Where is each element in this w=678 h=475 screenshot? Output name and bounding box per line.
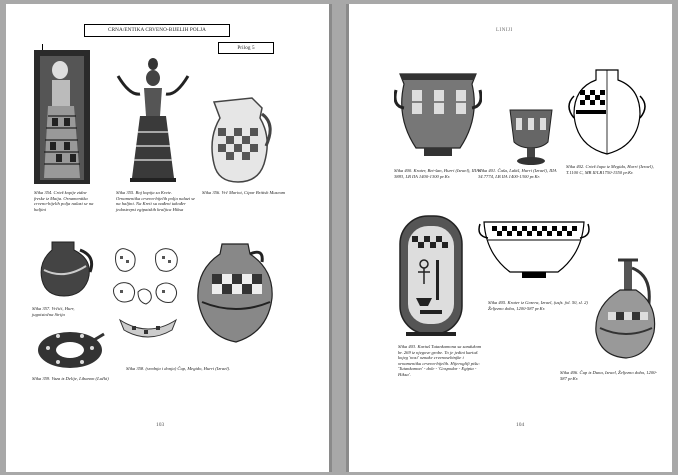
caption-355: Slika 355. Boj kopija sa Krete. Ornamentika crveno-bijelih polja nalazi se na haljini. Na Kreti su nađeni također jedastrepsi egipatskih kraljica Hiksa xyxy=(116,190,196,212)
caption-356: Slika 356. Vrč Mariot, Cipar British Museum xyxy=(202,190,286,195)
megiddo-jar-drawing-image xyxy=(566,66,648,158)
megiddo-jar-image xyxy=(192,240,278,346)
megiddo-jar-fragments-image xyxy=(110,246,186,342)
caption-406: Slika 406. Čup iz Duna, Izrael, Željezno doba, 1200-587 pr.Kr. xyxy=(560,370,657,381)
right-page xyxy=(346,4,672,472)
snake-goddess-figurine-image xyxy=(110,56,196,184)
goblet-lachish-image xyxy=(506,106,556,166)
running-head: LINIJI xyxy=(496,28,513,33)
caption-402: Slika 402. Crtež čupa iz Megida, Hurri (Izrael), T.1100 C, MB II/LB1750-1550 pr.Kr. xyxy=(566,164,654,175)
caption-358: Slika 358. (srednja i donja) Čup, Megido, Hurri (Izrael). xyxy=(126,366,231,371)
plate-label-box: Prilog 5 xyxy=(218,42,274,54)
page-number-right: 104 xyxy=(516,422,525,428)
left-page xyxy=(6,4,332,472)
caption-403: Slika 403. Kartuš Tutankamona sa sandukom br. 269 iz njegove grobe. To je jedini kartuš kojeg 'nosi' oznake crvenosebinjke i ornamentiku crveno-bijelih. Hijeroglifi pišu: 'Tutankamon' - dole - 'Gospodar - Egipta - Hiksa'. xyxy=(398,344,482,377)
page-edge-shadow xyxy=(329,4,332,472)
ring-vase-image xyxy=(34,324,106,374)
chapter-header-box: CRNA/ENTIKA CRVENO-BIJELIH POLJA xyxy=(84,24,230,37)
fresco-figure-image xyxy=(34,50,90,184)
caption-401: Slika 401. Čaša, Lakiš, Hurri (Izrael), IIIA 34.7774, LB IIA 1400-1300 pr.Kr. xyxy=(478,168,557,179)
page-edge-shadow xyxy=(346,4,349,472)
checkered-jug-image xyxy=(204,94,278,186)
caption-357: Slika 357. Vrčići, Hurr, jugoistočna Sirija xyxy=(32,306,75,317)
caption-405: Slika 405. Krater iz Gezera, Izrael, (usfz. fol. 50, sl. 2) Željezno doba, 1200-587 pr.Kr. xyxy=(488,300,588,311)
jug-dan-image xyxy=(590,256,660,364)
caption-400: Slika 400. Krater, Bet-šan, Hurri (Izrael), IIIA I 3883, LB IIA 1400-1300 pr.Kr. xyxy=(394,168,482,179)
caption-359: Slika 359. Vaza iz Delije, Libanon (Lučki) xyxy=(32,376,109,381)
caption-354: Slika 354. Crtež kopije zidne freske iz Maija. Ornamentika crveno-bijelih polja nalazi se na haljini xyxy=(34,190,94,212)
krater-bet-shan-image xyxy=(394,60,482,160)
tutankhamun-cartouche-image xyxy=(398,214,464,338)
krater-gezer-image xyxy=(478,214,590,284)
small-jug-image xyxy=(34,236,98,300)
page-number-left: 103 xyxy=(156,422,165,428)
